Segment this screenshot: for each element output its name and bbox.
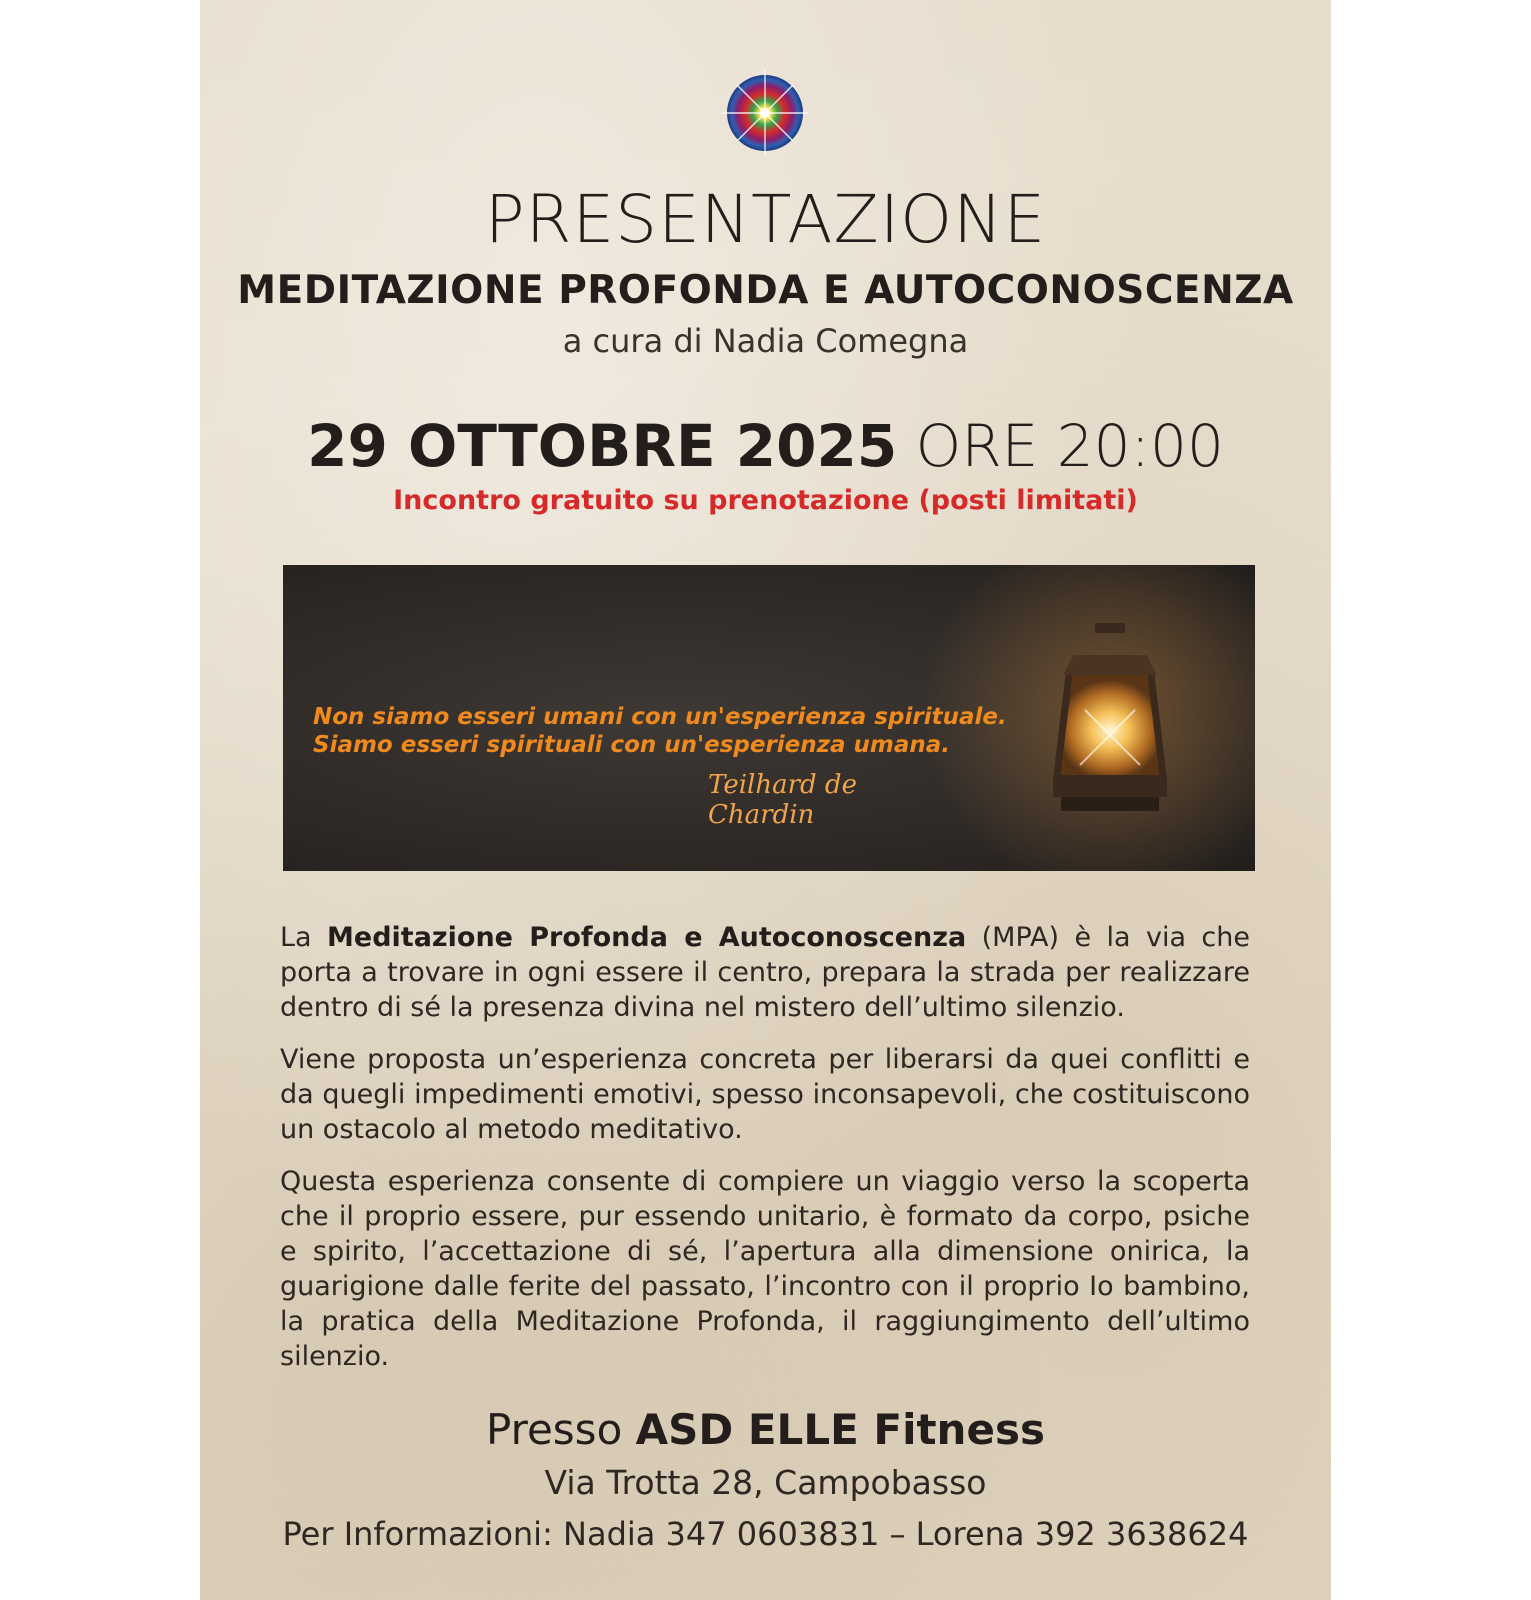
- quote-line-1: Non siamo esseri umani con un'esperienza spirituale.: [313, 704, 1007, 730]
- booking-note: Incontro gratuito su prenotazione (posti limitati): [393, 485, 1138, 516]
- event-subtitle: MEDITAZIONE PROFONDA E AUTOCONOSCENZA: [237, 268, 1294, 313]
- quote-banner: [283, 565, 1255, 871]
- quote-text: [313, 703, 1013, 759]
- venue-address: Via Trotta 28, Campobasso: [544, 1463, 987, 1502]
- p1-prefix: La: [280, 922, 328, 953]
- event-time: ORE 20:00: [915, 412, 1224, 480]
- venue-line: [200, 1405, 1331, 1455]
- description-paragraph-2: Viene proposta un’esperienza concreta per liberarsi da quei conflitti e da quegli impedimenti emotivi, spesso inconsapevoli, che costituiscono un ostacolo al metodo meditativo.: [280, 1044, 1250, 1145]
- venue-name: ASD ELLE Fitness: [635, 1405, 1045, 1454]
- event-date: 29 OTTOBRE 2025: [307, 412, 898, 480]
- quote-line-2: Siamo esseri spirituali con un'esperienza umana.: [313, 732, 951, 758]
- mandala-logo-icon: [722, 70, 808, 156]
- page-title: PRESENTAZIONE: [484, 181, 1047, 258]
- venue-prefix: Presso: [486, 1405, 636, 1454]
- quote-author: Teilhard de Chardin: [708, 770, 857, 830]
- description-paragraph-1: [280, 920, 1250, 1025]
- p1-bold: Meditazione Profonda e Autoconoscenza: [327, 922, 967, 953]
- lantern-icon: [1025, 615, 1195, 835]
- event-poster: [200, 0, 1331, 1600]
- contact-info: Per Informazioni: Nadia 347 0603831 – Lorena 392 3638624: [282, 1515, 1249, 1553]
- curator-line: a cura di Nadia Comegna: [562, 322, 969, 360]
- description-paragraph-3: Questa esperienza consente di compiere un viaggio verso la scoperta che il proprio essere, pur essendo unitario, è formato da corpo, psiche e spirito, l’accettazione di sé, l’apertura alla dimensione onirica, la guarigione dalle ferite del passato, l’incontro con il proprio Io bambino, la pratica della Meditazione Profonda, il raggiungimento dell’ultimo silenzio.: [280, 1166, 1250, 1372]
- event-datetime: [200, 412, 1331, 480]
- p1-rest: (MPA) è la via che porta a trovare in ogni essere il centro, prepara la strada per realizzare dentro di sé la presenza divina nel mistero dell’ultimo silenzio.: [280, 922, 1251, 1023]
